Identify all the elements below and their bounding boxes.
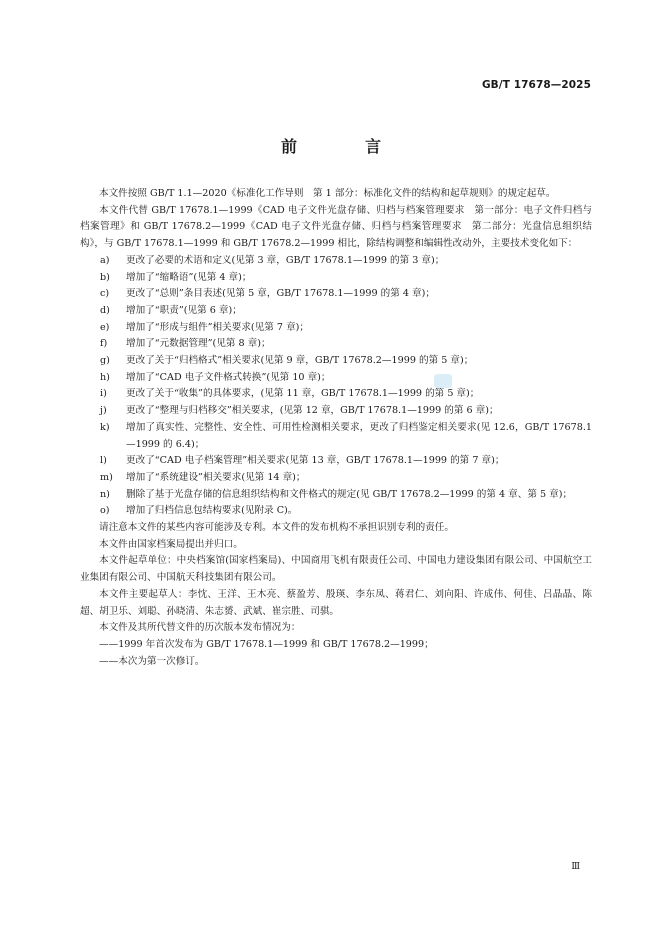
list-item: c) 更改了“总则”条目表述(见第 5 章，GB/T 17678.1—1999 的第 4 章)； bbox=[100, 288, 435, 300]
list-item: k) 增加了真实性、完整性、安全性、可用性检测相关要求，更改了归档鉴定相关要求(见 12.6，GB/T 17678.1—1999 的 6.4)； bbox=[100, 421, 592, 450]
paragraph-drafting-rules: 本文件按照 GB/T 1.1—2020《标准化工作导则 第 1 部分：标准化文件的结构和起草规则》的规定起草。 bbox=[99, 188, 556, 199]
list-item: f) 增加了“元数据管理”(见第 8 章)； bbox=[100, 338, 271, 350]
changes-list bbox=[80, 253, 592, 520]
paragraph-drafters: 本文件主要起草人：李忱、王洋、王木亮、蔡盈芳、殷瑛、李东凤、蒋君仁、刘向阳、许成伟、何佳、吕晶晶、陈超、胡卫乐、刘聪、孙晓清、朱志赟、武斌、崔宗胜、司骐。 bbox=[80, 588, 592, 617]
list-item: g) 更改了关于“归档格式”相关要求(见第 9 章，GB/T 17678.2—1999 的第 5 章)； bbox=[100, 355, 474, 367]
list-item: l) 更改了“CAD 电子档案管理”相关要求(见第 13 章，GB/T 17678.1—1999 的第 7 章)； bbox=[100, 455, 505, 467]
paragraph-history-intro: 本文件及其所代替文件的历次版本发布情况为： bbox=[99, 622, 301, 634]
paragraph-drafting-units: 本文件起草单位：中央档案馆(国家档案局)、中国商用飞机有限责任公司、中国电力建设集团有限公司、中国航空工业集团有限公司、中国航天科技集团有限公司。 bbox=[80, 555, 592, 584]
document-body bbox=[80, 186, 592, 670]
standard-code: GB/T 17678—2025 bbox=[481, 79, 591, 91]
list-item: h) 增加了“CAD 电子文件格式转换”(见第 10 章)； bbox=[100, 371, 331, 383]
list-item: m) 增加了“系统建设”相关要求(见第 14 章)； bbox=[100, 471, 306, 483]
paragraph-patent-notice: 请注意本文件的某些内容可能涉及专利。本文件的发布机构不承担识别专利的责任。 bbox=[99, 522, 454, 534]
list-item: i) 更改了关于“收集”的具体要求，(见第 11 章，GB/T 17678.1—1999 的第 5 章)； bbox=[100, 388, 480, 400]
list-item: d) 增加了“职责”(见第 6 章)； bbox=[100, 304, 242, 316]
list-item: o) 增加了归档信息包结构要求(见附录 C)。 bbox=[100, 505, 298, 517]
paragraph-replacement: 本文件代替 GB/T 17678.1—1999《CAD 电子文件光盘存储、归档与档案管理要求 第一部分：电子文件归档与档案管理》和 GB/T 17678.2—1999《CAD 电子文件光盘存储、归档与档案管理要求 第二部分：光盘信息组织结构》，与 GB/T 17678.1—1999 和 GB/T 17678.2—1999 相比，除结构调整和编辑性改动外，主要技术变化如下： bbox=[80, 204, 592, 250]
watermark-logo bbox=[434, 374, 452, 388]
list-item: j) 更改了“整理与归档移交”相关要求，(见第 12 章，GB/T 17678.1—1999 的第 6 章)； bbox=[100, 405, 499, 417]
list-item: b) 增加了“缩略语”(见第 4 章)； bbox=[100, 271, 252, 283]
paragraph-proposer: 本文件由国家档案局提出并归口。 bbox=[99, 538, 243, 550]
page-title: 前 言 bbox=[280, 137, 407, 156]
history-item: ——1999 年首次发布为 GB/T 17678.1—1999 和 GB/T 17678.2—1999； bbox=[99, 638, 434, 650]
list-item: e) 增加了“形成与组件”相关要求(见第 7 章)； bbox=[100, 321, 309, 333]
list-item: n) 删除了基于光盘存储的信息组织结构和文件格式的规定(见 GB/T 17678.2—1999 的第 4 章、第 5 章)； bbox=[100, 488, 573, 500]
page-number: Ⅲ bbox=[571, 862, 580, 872]
history-item: ——本次为第一次修订。 bbox=[99, 655, 205, 667]
list-item: a) 更改了必要的术语和定义(见第 3 章，GB/T 17678.1—1999 的第 3 章)； bbox=[100, 254, 445, 266]
